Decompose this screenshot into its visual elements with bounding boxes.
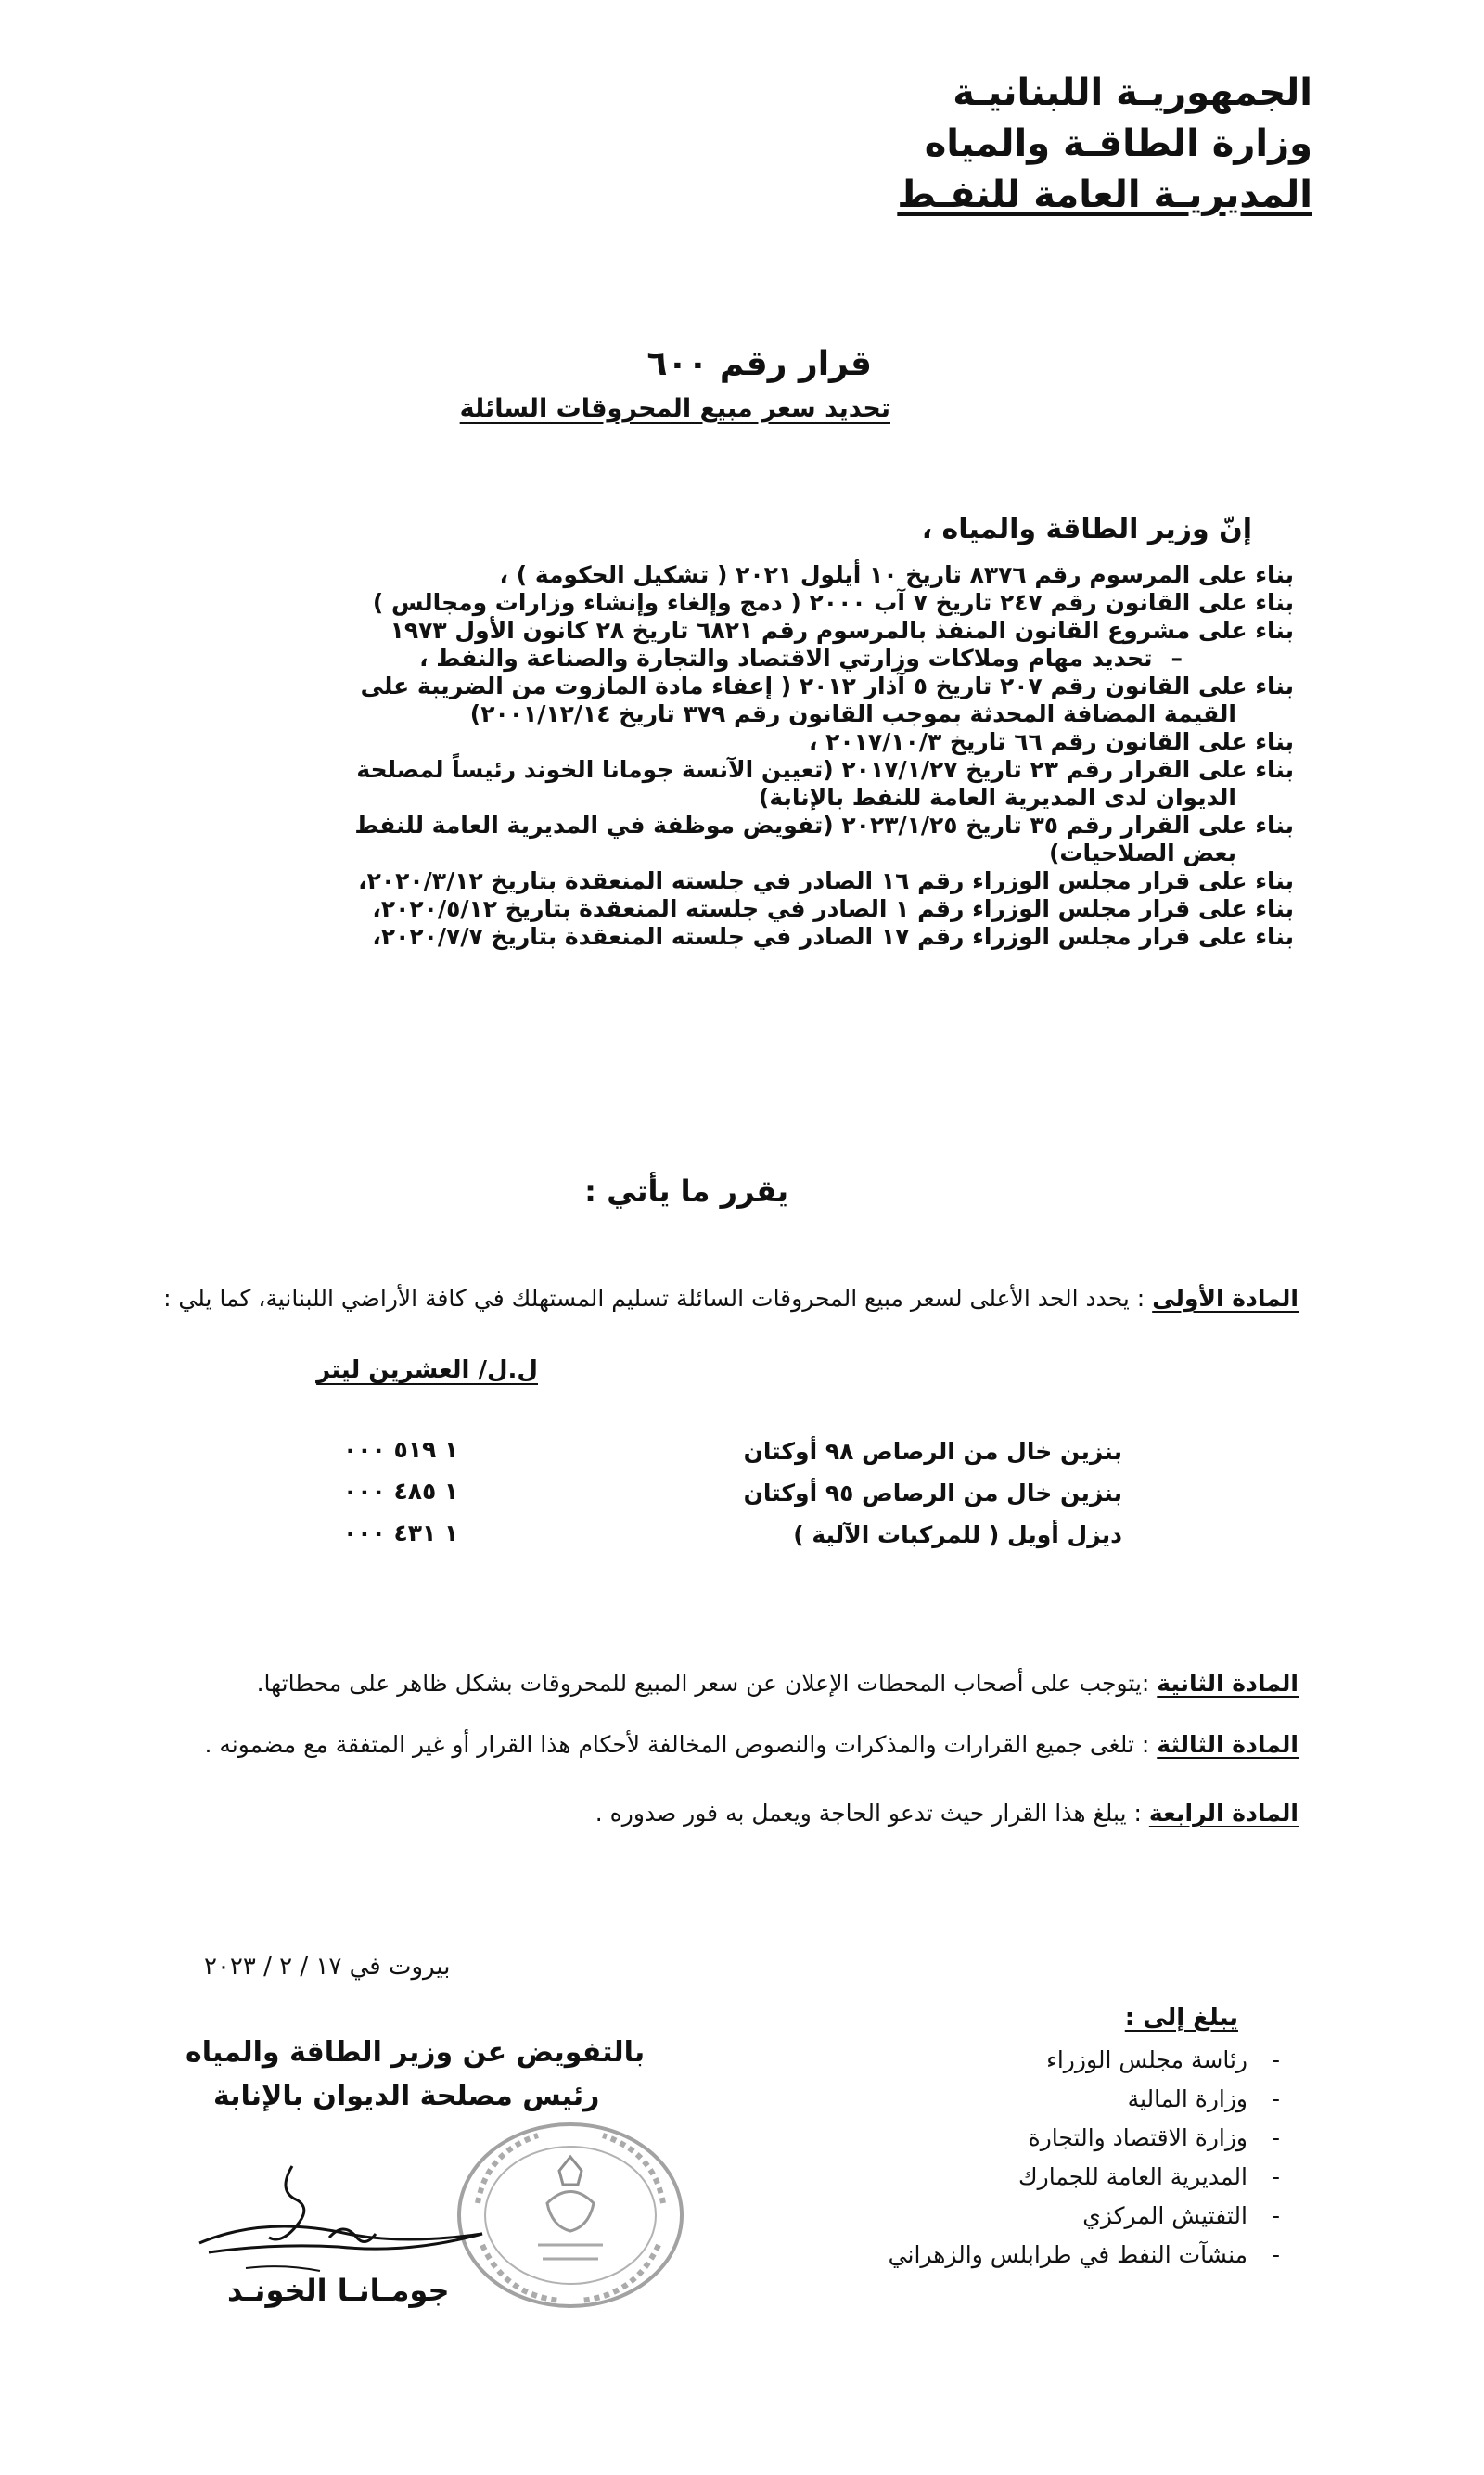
preamble-line: بعض الصلاحيات) bbox=[1048, 840, 1236, 866]
header-ministry: وزارة الطاقـة والمياه bbox=[924, 122, 1312, 165]
header-republic: الجمهوريـة اللبنانيـة bbox=[953, 71, 1312, 114]
fuel-name: بنزين خال من الرصاص ٩٨ أوكتان bbox=[743, 1438, 1122, 1465]
preamble-line: بناء على قرار مجلس الوزراء رقم ١٧ الصادر في جلسته المنعقدة بتاريخ ٢٠٢٠/٧/٧، bbox=[372, 923, 1294, 950]
article-second-label: المادة الثانية bbox=[1157, 1670, 1298, 1697]
article-second-text: :يتوجب على أصحاب المحطات الإعلان عن سعر المبيع للمحروقات بشكل ظاهر على محطاتها. bbox=[256, 1670, 1150, 1697]
preamble bbox=[134, 561, 1294, 951]
recipient-item: منشآت النفط في طرابلس والزهراني - bbox=[889, 2236, 1247, 2275]
fuel-price: ١ ٥١٩ ٠٠٠ bbox=[343, 1436, 459, 1463]
preamble-line: بناء على قرار مجلس الوزراء رقم ١ الصادر في جلسته المنعقدة بتاريخ ٢٠٢٠/٥/١٢، bbox=[372, 895, 1294, 922]
signature-authority: بالتفويض عن وزير الطاقة والمياه bbox=[186, 2036, 646, 2069]
signatory-name: جومـانـا الخونـد bbox=[227, 2273, 450, 2308]
header-directorate: المديريـة العامة للنفـط bbox=[897, 173, 1312, 216]
preamble-line: بناء على القانون رقم ٢٠٧ تاريخ ٥ آذار ٢٠١٢ ( إعفاء مادة المازوت من الضريبة على bbox=[360, 673, 1294, 699]
fuel-name: ديزل أويل ( للمركبات الآلية ) bbox=[793, 1521, 1122, 1548]
recipient-item: المديرية العامة للجمارك - bbox=[1018, 2158, 1247, 2197]
decision-number: قرار رقم ٦٠٠ bbox=[646, 345, 872, 383]
fuel-price: ١ ٤٨٥ ٠٠٠ bbox=[343, 1478, 459, 1505]
article-third bbox=[148, 1728, 1298, 1762]
article-second bbox=[186, 1667, 1298, 1700]
recipient-item: التفتيش المركزي - bbox=[1082, 2197, 1247, 2236]
preamble-line: بناء على المرسوم رقم ٨٣٧٦ تاريخ ١٠ أيلول ٢٠٢١ ( تشكيل الحكومة ) ، bbox=[499, 561, 1294, 588]
decides-heading: يقرر ما يأتي : bbox=[584, 1173, 788, 1209]
preamble-line: بناء على قرار مجلس الوزراء رقم ١٦ الصادر في جلسته المنعقدة بتاريخ ٢٠٢٠/٣/١٢، bbox=[358, 867, 1294, 894]
article-third-text: : تلغى جميع القرارات والمذكرات والنصوص المخالفة لأحكام هذا القرار أو غير المتفقة مع مضمونه . bbox=[204, 1731, 1150, 1758]
price-unit: ل.ل/ العشرين ليتر bbox=[316, 1356, 538, 1384]
article-first-label: المادة الأولى bbox=[1152, 1285, 1298, 1312]
article-third-label: المادة الثالثة bbox=[1157, 1731, 1298, 1758]
fuel-price: ١ ٤٣١ ٠٠٠ bbox=[343, 1520, 459, 1546]
preamble-line: بناء على القرار رقم ٣٥ تاريخ ٢٠٢٣/١/٢٥ (تفويض موظفة في المديرية العامة للنفط bbox=[354, 812, 1294, 839]
preamble-line: بناء على القانون رقم ٦٦ تاريخ ٢٠١٧/١٠/٣ ، bbox=[808, 728, 1294, 755]
recipient-item: وزارة الاقتصاد والتجارة - bbox=[1029, 2119, 1247, 2158]
article-fourth-label: المادة الرابعة bbox=[1148, 1800, 1298, 1827]
recipients-heading: يبلغ إلى : bbox=[1124, 2004, 1238, 2032]
decision-subject: تحديد سعر مبيع المحروقات السائلة bbox=[459, 394, 890, 423]
preamble-line: الديوان لدى المديرية العامة للنفط بالإنابة) bbox=[758, 784, 1236, 811]
recipient-item: رئاسة مجلس الوزراء - bbox=[1046, 2041, 1247, 2080]
article-fourth bbox=[186, 1797, 1298, 1830]
article-first-text: : يحدد الحد الأعلى لسعر مبيع المحروقات السائلة تسليم المستهلك في كافة الأراضي اللبنانية، كما يلي : bbox=[163, 1285, 1145, 1312]
preamble-line: بناء على القرار رقم ٢٣ تاريخ ٢٠١٧/١/٢٧ (تعيين الآنسة جومانا الخوند رئيساً لمصلحة bbox=[356, 756, 1294, 783]
preamble-line: – تحديد مهام وملاكات وزارتي الاقتصاد والتجارة والصناعة والنفط ، bbox=[134, 645, 1294, 673]
preamble-line: القيمة المضافة المحدثة بموجب القانون رقم ٣٧٩ تاريخ ٢٠٠١/١٢/١٤) bbox=[469, 700, 1236, 727]
preamble-line: بناء على مشروع القانون المنفذ بالمرسوم رقم ٦٨٢١ تاريخ ٢٨ كانون الأول ١٩٧٣ bbox=[390, 617, 1294, 644]
fuel-name: بنزين خال من الرصاص ٩٥ أوكتان bbox=[743, 1480, 1122, 1507]
preamble-line: بناء على القانون رقم ٢٤٧ تاريخ ٧ آب ٢٠٠٠ ( دمج وإلغاء وإنشاء وزارات ومجالس ) bbox=[372, 589, 1294, 616]
date-line: بيروت في ١٧ / ٢ / ٢٠٢٣ bbox=[204, 1953, 451, 1981]
signature-title: رئيس مصلحة الديوان بالإنابة bbox=[213, 2080, 600, 2112]
recipient-item: وزارة المالية - bbox=[1128, 2080, 1247, 2119]
article-first bbox=[121, 1282, 1298, 1315]
minister-intro: إنّ وزير الطاقة والمياه ، bbox=[921, 513, 1252, 545]
article-fourth-text: : يبلغ هذا القرار حيث تدعو الحاجة ويعمل به فور صدوره . bbox=[595, 1800, 1142, 1827]
